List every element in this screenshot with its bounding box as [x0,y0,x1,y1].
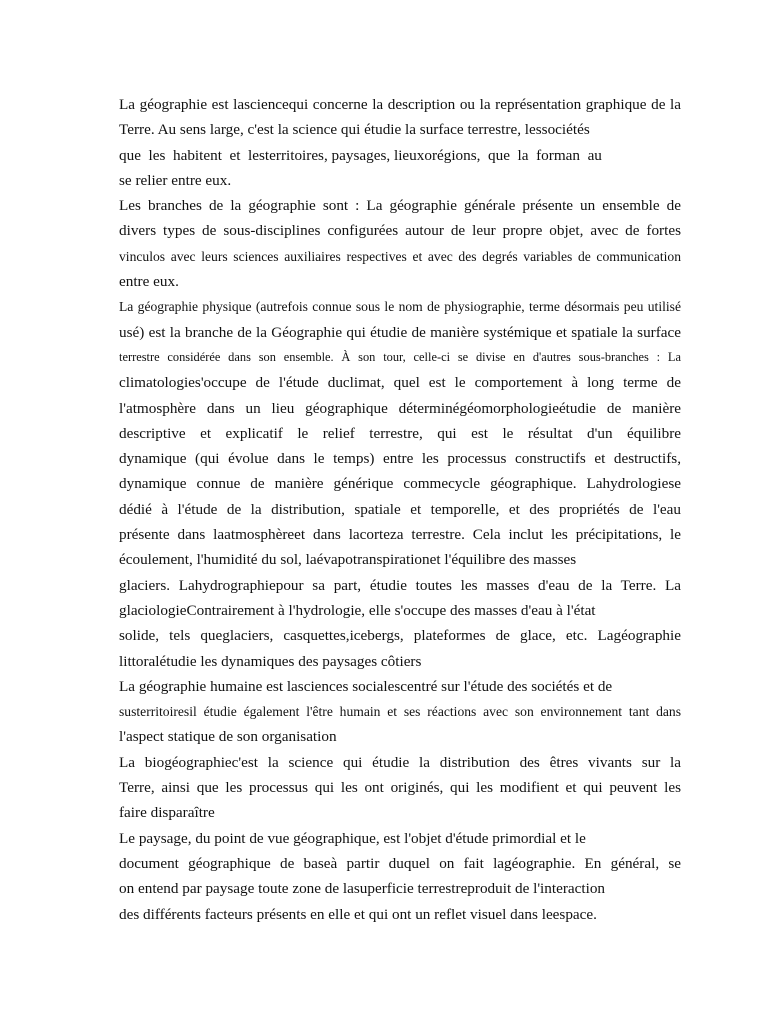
text-line: l'atmosphère dans un lieu géographique déterminégéomorphologieétudie de manière [119,399,681,417]
text-line: document géographique de baseà partir duquel on fait lagéographie. En général, se [119,854,681,872]
text-line: dynamique (qui évolue dans le temps) entre les processus constructifs et destructifs, [119,450,681,468]
text-line: descriptive et explicatif le relief terrestre, qui est le résultat d'un équilibre [119,424,681,442]
text-line: dédié à l'étude de la distribution, spatiale et temporelle, et des propriétés de l'eau [119,500,681,518]
text-line: solide, tels queglaciers, casquettes,icebergs, plateformes de glace, etc. Lagéographie [119,627,681,645]
text-line: glaciers. Lahydrographiepour sa part, étudie toutes les masses d'eau de la Terre. La [119,576,681,594]
text-line: La géographie physique (autrefois connue sous le nom de physiographie, terme désormais peu utilisé [119,299,681,315]
text-line: terrestre considérée dans son ensemble. À son tour, celle-ci se divise en d'autres sous-branches : La [119,349,681,364]
text-line: vinculos avec leurs sciences auxiliaires respectives et avec des degrés variables de communication [119,248,681,264]
document-body [119,92,681,927]
text-line: littoralétudie les dynamiques des paysages côtiers [119,652,422,670]
text-line: Terre. Au sens large, c'est la science qui étudie la surface terrestre, lessociétés [119,121,590,139]
text-line: climatologies'occupe de l'étude duclimat, quel est le comportement à long terme de [119,374,681,392]
text-line: écoulement, l'humidité du sol, laévapotranspirationet l'équilibre des masses [119,551,577,569]
text-line: faire disparaître [119,804,215,822]
text-line: glaciologieContrairement à l'hydrologie, elle s'occupe des masses d'eau à l'état [119,601,596,619]
text-line: se relier entre eux. [119,171,232,189]
text-line: dynamique connue de manière générique commecycle géographique. Lahydrologiese [119,475,681,493]
text-line: l'aspect statique de son organisation [119,728,337,746]
text-line: Terre, ainsi que les processus qui les ont originés, qui les modifient et qui peuvent les [119,779,681,797]
text-line: que les habitent et lesterritoires, paysages, lieuxorégions, que la forman au [119,146,602,164]
text-line: La biogéographiec'est la science qui étudie la distribution des êtres vivants sur la [119,753,681,771]
text-line: entre eux. [119,273,179,291]
text-line: susterritoiresil étudie également l'être humain et ses réactions avec son environnement tant dans [119,704,681,720]
text-line: La géographie humaine est lasciences socialescentré sur l'étude des sociétés et de [119,677,613,695]
text-line: La géographie est lasciencequi concerne la description ou la représentation graphique de la [119,96,681,113]
text-line: usé) est la branche de la Géographie qui étudie de manière systémique et spatiale la surface [119,323,681,341]
text-line: Le paysage, du point de vue géographique, est l'objet d'étude primordial et le [119,829,586,847]
text-line: on entend par paysage toute zone de lasuperficie terrestreproduit de l'interaction [119,880,605,898]
text-line: divers types de sous-disciplines configurées autour de leur propre objet, avec de fortes [119,222,681,240]
text-line: Les branches de la géographie sont : La géographie générale présente un ensemble de [119,197,681,215]
text-line: présente dans laatmosphèreet dans lacorteza terrestre. Cela inclut les précipitations, le [119,526,681,544]
text-line: des différents facteurs présents en elle et qui ont un reflet visuel dans leespace. [119,905,597,923]
